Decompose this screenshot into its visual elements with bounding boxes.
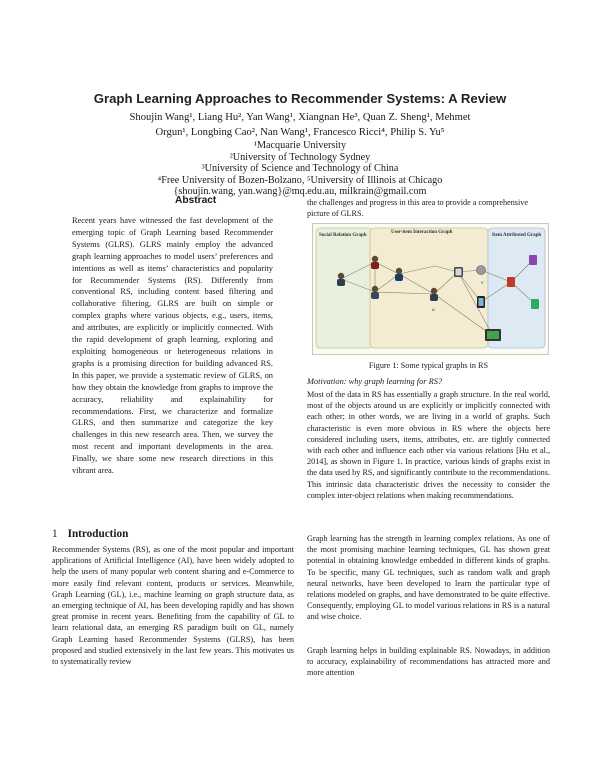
affiliations: [60, 140, 540, 198]
motivation-paragraph: Most of the data in RS has essentially a graph structure. In the real world, most of the objects around us are explicitly or implicitly connected with each other; in other words, we are living in a world of graphs. Such characteristic is even more obvious in RS where the objects here considered including users, items, attributes, etc. are tightly connected with each other and influence each other via various relations [Hu et al., 2014], as shown in Figure 1. In practice, various kinds of graphs exist in the data used by RS, and significantly contribute to the recommendations. This intrinsic data characteristic drives the necessity to consider the complex inter-object relations when making recommendations.: [307, 390, 550, 500]
motivation-heading: Motivation: why graph learning for RS?: [307, 377, 443, 386]
right-column-continuation: the challenges and progress in this area to provide a comprehensive picture of GLRS.: [307, 198, 528, 219]
figure-illustration: [313, 224, 548, 354]
section-heading-introduction: [52, 528, 128, 540]
figure-typical-graphs: [312, 223, 549, 355]
introduction-text: [52, 544, 294, 667]
section-number: 1: [52, 528, 58, 540]
label-attributed: Item Attributed Graph: [492, 233, 542, 238]
paper-title: Graph Learning Approaches to Recommender Systems: A Review: [93, 91, 507, 106]
section-title: Introduction: [67, 528, 129, 540]
affiliation-3: ³University of Science and Technology of China: [201, 163, 399, 175]
label-interaction: User-item Interaction Graph: [391, 230, 453, 235]
affiliation-4: ⁴Free University of Bozen-Bolzano, ⁵University of Illinois at Chicago: [157, 174, 443, 186]
intro-paragraph: Recommender Systems (RS), as one of the most popular and important applications of Artificial Intelligence (AI), have been widely adopted to help the users of many popular web content sharing and e-Commerce to more easily find relevant content, products or services. Meanwhile, Graph Learning (GL), i.e., machine learning on graph structure data, as an emerging technique of AI, has been developing rapidly and has shown great promise in recent years. Benefiting from the capability of GL to learn relational data, an emerging RS paradigm built on GL, namely Graph Learning based Recommender Systems (GLRS), has been proposed and studied extensively in the last few years. This motivates us to systematically review: [52, 545, 294, 667]
panel-social: [316, 228, 372, 348]
affiliation-1: ¹Macquarie University: [253, 140, 347, 151]
node-label-u: u: [432, 307, 435, 313]
explain-paragraph: Graph learning helps in building explainable RS. Nowadays, in addition to accuracy, explainability of recommendations has attracted more and more attention: [307, 646, 550, 678]
abstract-text: [72, 215, 273, 477]
paragraph-explainable: [307, 645, 550, 679]
authors-line-2: Orgun¹, Longbing Cao², Nan Wang¹, Francesco Ricci⁴, Philip S. Yu⁵: [155, 127, 445, 138]
abstract-heading: Abstract: [175, 195, 217, 206]
paragraph-graph-learning: [307, 533, 550, 623]
label-social: Social Relation Graph: [319, 233, 367, 238]
figure-caption: Figure 1: Some typical graphs in RS: [368, 361, 489, 370]
node-label-v: v: [481, 280, 484, 286]
gl-paragraph: Graph learning has the strength in learning complex relations. As one of the most promising machine learning techniques, GL has shown great potential in obtaining knowledge embedded in different kinds of graphs. To be specific, many GL techniques, such as random walk and graph neural networks, have been developed to learn the particular type of relations modeled on graphs, and have demonstrated to be quite effective. Consequently, employing GL to model various relations in RS is a natural and wise choice.: [307, 534, 550, 622]
authors-line-1: Shoujin Wang¹, Liang Hu², Yan Wang¹, Xiangnan He³, Quan Z. Sheng¹, Mehmet: [129, 112, 471, 123]
author-emails: {shoujin.wang, yan.wang}@mq.edu.au, milkrain@gmail.com: [173, 186, 427, 198]
author-list: [60, 110, 540, 140]
affiliation-2: ²University of Technology Sydney: [229, 151, 371, 163]
abstract-paragraph: Recent years have witnessed the fast development of the emerging topic of Graph Learning based Recommender Systems (GLRS). GLRS mainly employ the advanced graph learning approaches to model users’ preferences and intentions as well as items’ characteristics and popularity for Recommender Systems (RS). Differently from conventional RS, including content based filtering and collaborative filtering, GLRS are built on simple or complex graphs where various objects, e.g., users, items, and attributes, are explicitly or implicitly connected. With the rapid development of graph learning, exploring and exploiting homogeneous or heterogeneous relations in graphs is a promising direction for building advanced RS. In this paper, we provide a systematic review of GLRS, on how they obtain the knowledge from graphs to improve the accuracy, reliability and explainability for recommendations. First, we characterize and formalize GLRS, and then summarize and categorize the key challenges in this new research area. Then, we survey the most recent and important developments in the area. Finally, we share some new research directions in this vibrant area.: [72, 216, 273, 476]
paragraph-graph-structure: [307, 389, 550, 501]
